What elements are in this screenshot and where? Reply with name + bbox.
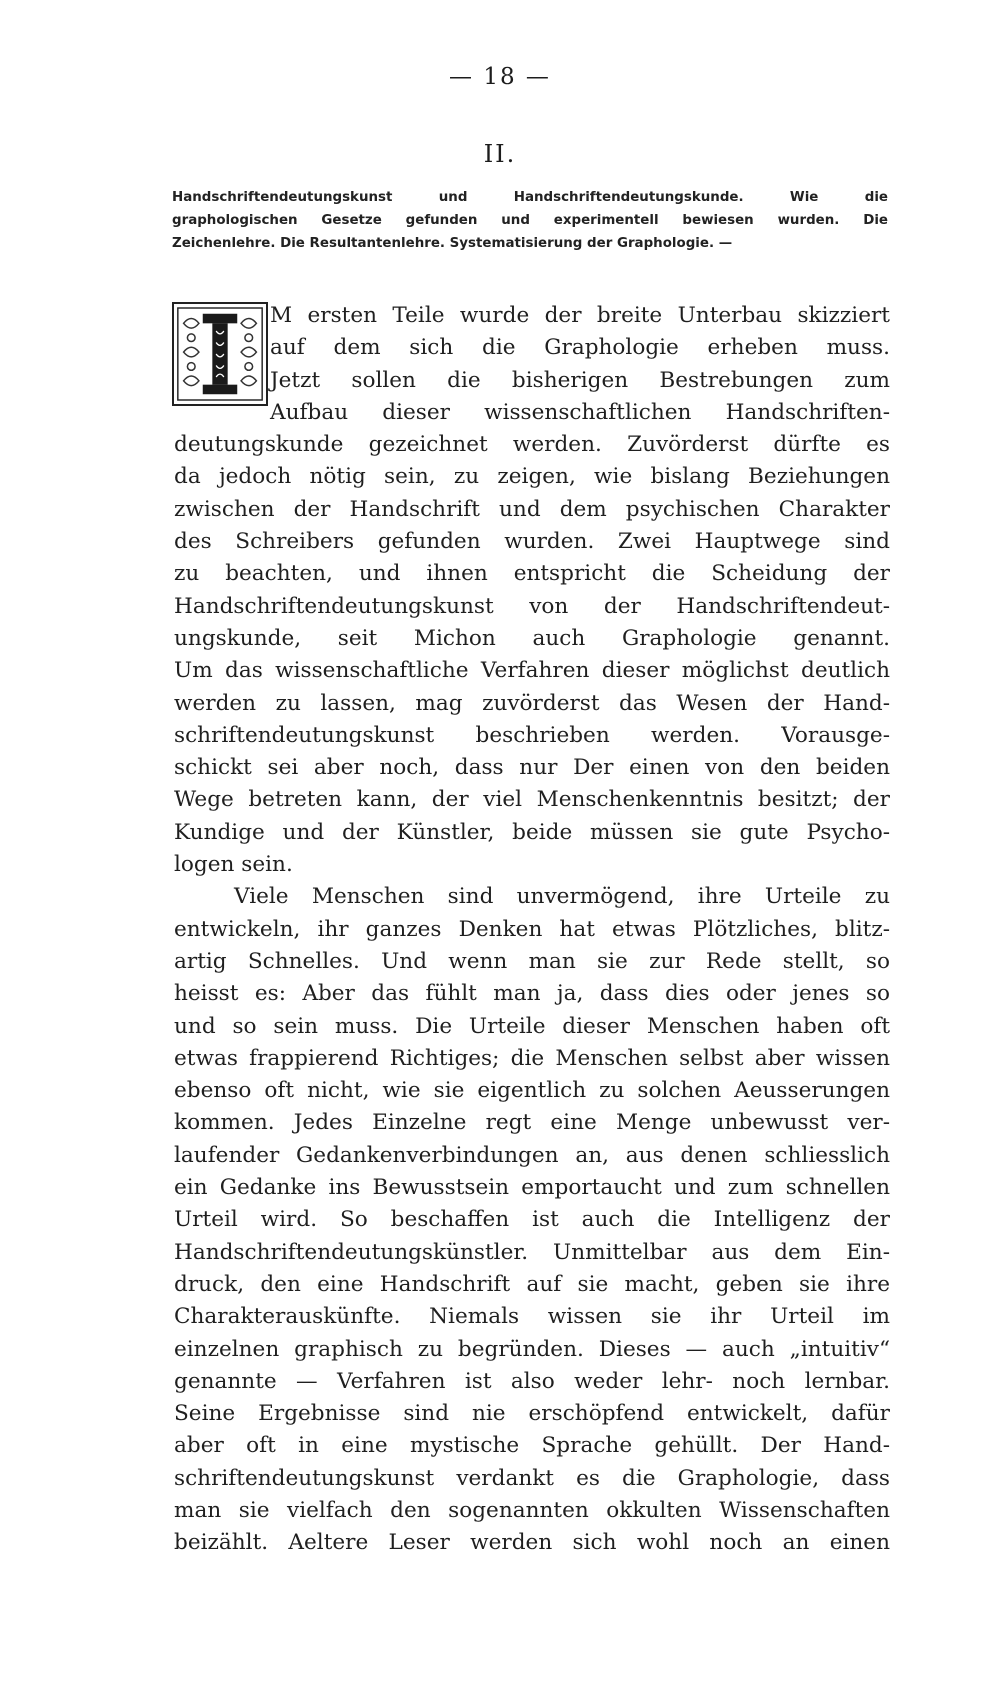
text-line: schriftendeutungskunst beschrieben werden. Vorausge-: [174, 722, 890, 748]
page-number: — 18 —: [449, 64, 551, 90]
text-line: man sie vielfach den sogenannten okkulten Wissenschaften: [174, 1497, 890, 1523]
chapter-summary: [172, 186, 888, 255]
text-line: und so sein muss. Die Urteile dieser Menschen haben oft: [174, 1013, 890, 1039]
summary-line: Zeichenlehre. Die Resultantenlehre. Systematisierung der Graphologie. —: [172, 236, 733, 251]
text-line: aber oft in eine mystische Sprache gehüllt. Der Hand-: [174, 1433, 890, 1459]
text-line: Urteil wird. So beschaffen ist auch die Intelligenz der: [174, 1207, 890, 1233]
text-line: genannte — Verfahren ist also weder lehr- noch lernbar.: [174, 1368, 890, 1394]
text-line: Kundige und der Künstler, beide müssen sie gute Psycho-: [174, 819, 890, 845]
summary-line: graphologischen Gesetze gefunden und experimentell bewiesen wurden. Die: [172, 213, 888, 228]
text-line: Aufbau dieser wissenschaftlichen Handschriften-: [270, 399, 890, 425]
text-line: Jetzt sollen die bisherigen Bestrebungen zum: [270, 367, 890, 393]
text-line: Wege betreten kann, der viel Menschenkenntnis besitzt; der: [174, 787, 890, 813]
text-line: Seine Ergebnisse sind nie erschöpfend entwickelt, dafür: [174, 1401, 890, 1427]
text-line: heisst es: Aber das fühlt man ja, dass dies oder jenes so: [174, 981, 890, 1007]
text-line: zu beachten, und ihnen entspricht die Scheidung der: [174, 561, 890, 587]
text-line: Handschriftendeutungskunst von der Handschriftendeut-: [174, 593, 890, 619]
text-line: Viele Menschen sind unvermögend, ihre Urteile zu: [234, 884, 890, 910]
summary-line: Handschriftendeutungskunst und Handschriftendeutungskunde. Wie die: [172, 190, 888, 205]
text-line: ungskunde, seit Michon auch Graphologie genannt.: [174, 625, 890, 651]
text-line: Um das wissenschaftliche Verfahren dieser möglichst deutlich: [174, 658, 890, 684]
text-line: Handschriftendeutungskünstler. Unmittelbar aus dem Ein-: [174, 1239, 890, 1265]
text-line: beizählt. Aeltere Leser werden sich wohl noch an einen: [174, 1530, 890, 1556]
text-line: werden zu lassen, mag zuvörderst das Wesen der Hand-: [174, 690, 890, 716]
text-line: einzelnen graphisch zu begründen. Dieses — auch „intuitiv“: [174, 1336, 890, 1362]
text-line: da jedoch nötig sein, zu zeigen, wie bislang Beziehungen: [174, 464, 890, 490]
text-line: des Schreibers gefunden wurden. Zwei Hauptwege sind: [174, 529, 890, 555]
text-line: schriftendeutungskunst verdankt es die Graphologie, dass: [174, 1465, 890, 1491]
text-line: zwischen der Handschrift und dem psychischen Charakter: [174, 496, 890, 522]
text-line: artig Schnelles. Und wenn man sie zur Rede stellt, so: [174, 948, 890, 974]
text-line: entwickeln, ihr ganzes Denken hat etwas Plötzliches, blitz-: [174, 916, 890, 942]
chapter-heading: II.: [483, 140, 517, 168]
text-line: M ersten Teile wurde der breite Unterbau skizziert: [270, 303, 890, 328]
text-line: druck, den eine Handschrift auf sie macht, geben sie ihre: [174, 1271, 890, 1297]
text-line: kommen. Jedes Einzelne regt eine Menge unbewusst ver-: [174, 1110, 890, 1136]
text-line: schickt sei aber noch, dass nur Der einen von den beiden: [174, 755, 890, 781]
text-line: auf dem sich die Graphologie erheben muss.: [270, 335, 890, 361]
text-line: deutungskunde gezeichnet werden. Zuvörderst dürfte es: [174, 432, 890, 458]
text-line: logen sein.: [174, 852, 293, 878]
text-line: ein Gedanke ins Bewusstsein emportaucht und zum schnellen: [174, 1175, 890, 1201]
text-line: ebenso oft nicht, wie sie eigentlich zu solchen Aeusserungen: [174, 1078, 890, 1104]
body-text: [174, 300, 890, 1560]
text-line: Charakterauskünfte. Niemals wissen sie ihr Urteil im: [174, 1304, 890, 1330]
text-line: laufender Gedankenverbindungen an, aus denen schliesslich: [174, 1142, 890, 1168]
text-line: etwas frappierend Richtiges; die Menschen selbst aber wissen: [174, 1045, 890, 1071]
